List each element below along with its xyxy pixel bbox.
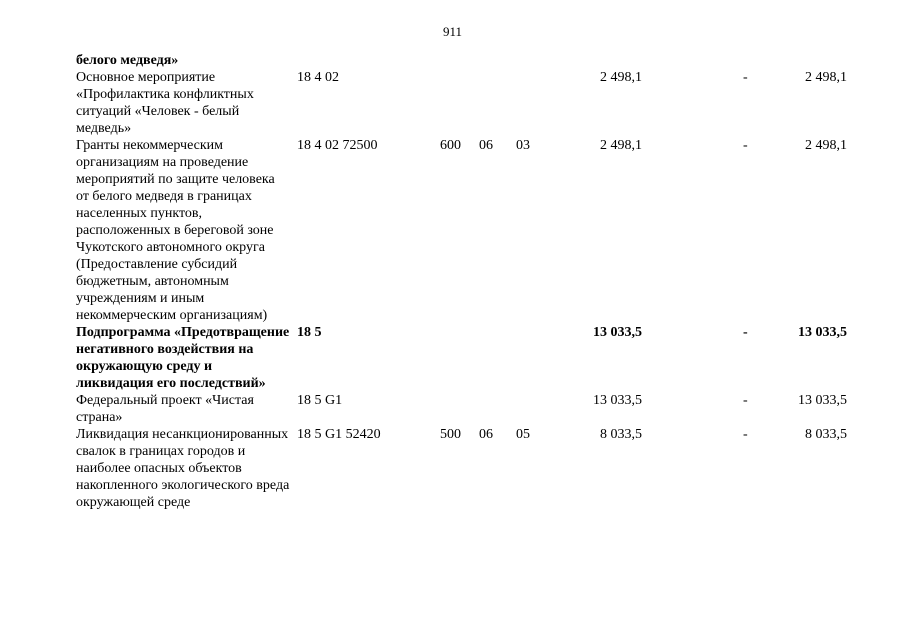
row-subsection: 03 xyxy=(516,138,530,153)
row-change: - xyxy=(743,427,748,442)
row-code: 18 5 G1 52420 xyxy=(297,427,381,442)
row-code: 18 5 G1 xyxy=(297,393,343,408)
table-row xyxy=(76,324,856,392)
row-total: 2 498,1 xyxy=(805,70,847,85)
row-total: 2 498,1 xyxy=(805,138,847,153)
row-expense-type: 600 xyxy=(440,138,461,153)
table-row xyxy=(76,137,856,324)
row-name: Подпрограмма «Предотвращение негативного воздействия на окружающую среду и ликвидация его последствий» xyxy=(76,325,290,391)
row-amount: 2 498,1 xyxy=(600,138,642,153)
budget-table xyxy=(76,52,856,511)
table-row xyxy=(76,52,856,69)
row-change: - xyxy=(743,393,748,408)
row-code: 18 4 02 72500 xyxy=(297,138,378,153)
page-number: 911 xyxy=(442,24,463,39)
row-change: - xyxy=(743,138,748,153)
row-section: 06 xyxy=(479,138,493,153)
row-change: - xyxy=(743,70,748,85)
row-total: 13 033,5 xyxy=(798,325,847,340)
row-expense-type: 500 xyxy=(440,427,461,442)
row-code: 18 4 02 xyxy=(297,70,339,85)
row-name: белого медведя» xyxy=(76,53,179,68)
row-name: Гранты некоммерческим организациям на проведение мероприятий по защите человека от белого медведя в границах населенных пунктов, расположенных в береговой зоне Чукотского автономного округа (Предоставление субсидий бюджетным, автономным учреждениям и иным некоммерческим организациям) xyxy=(76,138,275,323)
table-row xyxy=(76,426,856,511)
row-code: 18 5 xyxy=(297,325,322,340)
row-total: 8 033,5 xyxy=(805,427,847,442)
row-name: Ликвидация несанкционированных свалок в границах городов и наиболее опасных объектов накопленного экологического вреда окружающей среде xyxy=(76,427,290,510)
row-amount: 13 033,5 xyxy=(593,393,642,408)
table-row xyxy=(76,392,856,426)
row-amount: 13 033,5 xyxy=(593,325,642,340)
row-amount: 2 498,1 xyxy=(600,70,642,85)
row-total: 13 033,5 xyxy=(798,393,847,408)
table-row xyxy=(76,69,856,137)
row-section: 06 xyxy=(479,427,493,442)
row-name: Основное мероприятие «Профилактика конфликтных ситуаций «Человек - белый медведь» xyxy=(76,70,254,136)
row-amount: 8 033,5 xyxy=(600,427,642,442)
row-name: Федеральный проект «Чистая страна» xyxy=(76,393,254,425)
row-change: - xyxy=(743,325,748,340)
row-subsection: 05 xyxy=(516,427,530,442)
